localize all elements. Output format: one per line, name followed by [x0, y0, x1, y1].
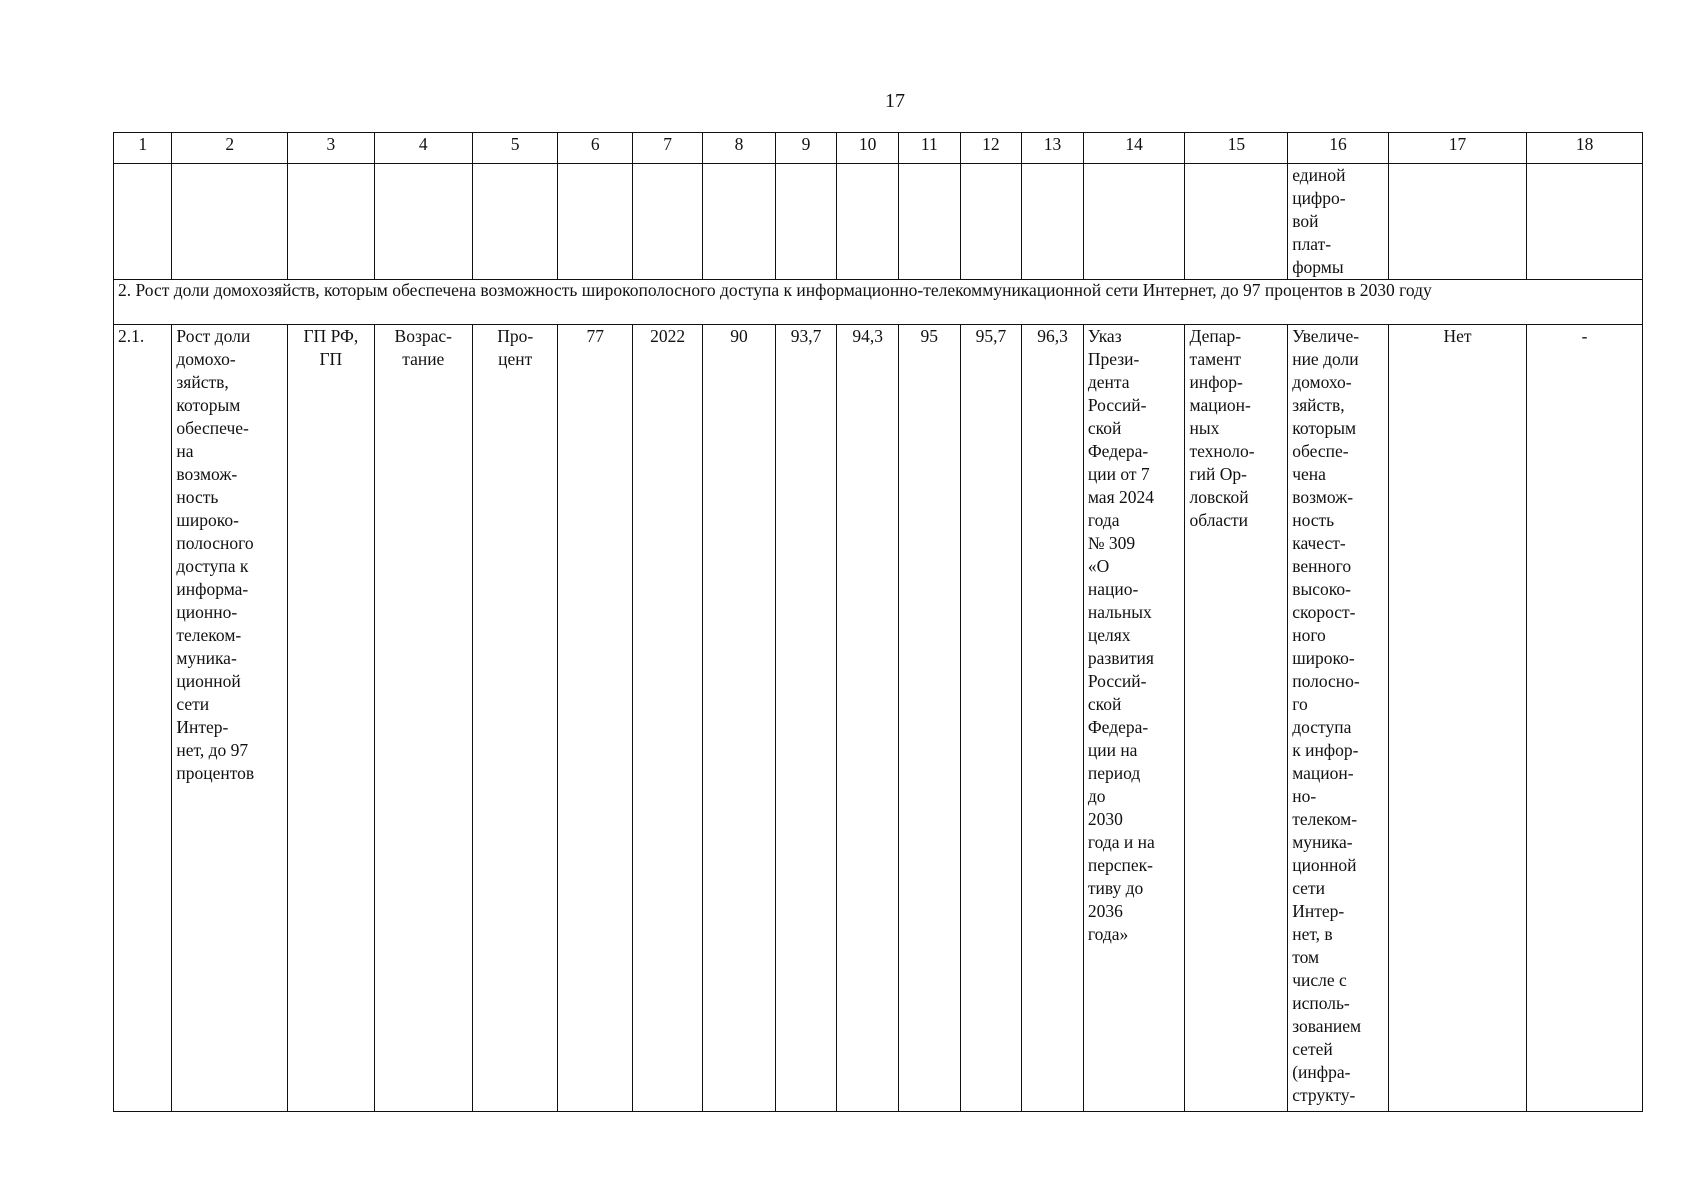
indicator-name: Рост доли домохо- зяйств, которым обеспече- на возмож- ность широко- полосного доступа к информа- ционно- телеком- муника- ционной сети Интер- нет, до 97 процентов [172, 325, 288, 1112]
table-row [114, 325, 1643, 1112]
col-header-12: 12 [960, 133, 1022, 164]
col-header-4: 4 [374, 133, 472, 164]
col-header-17: 17 [1388, 133, 1526, 164]
col-header-1: 1 [114, 133, 172, 164]
value-col-8: 90 [703, 325, 775, 1112]
basis-document: Указ Прези- дента Россий- ской Федера- ции от 7 мая 2024 года № 309 «О нацио- нальных целях развития Россий- ской Федера- ции на период до 2030 года и на перспек- тиву до 2036 года» [1083, 325, 1185, 1112]
responsible-body: Депар- тамент инфор- мацион- ных техноло- гий Ор- ловской области [1185, 325, 1288, 1112]
col-header-15: 15 [1185, 133, 1288, 164]
column-number-row [114, 133, 1643, 164]
value-col-12: 95,7 [960, 325, 1022, 1112]
col-18-value: - [1527, 325, 1643, 1112]
col-header-7: 7 [633, 133, 703, 164]
unit-of-measure: Про- цент [472, 325, 557, 1112]
col-header-2: 2 [172, 133, 288, 164]
value-col-13: 96,3 [1022, 325, 1084, 1112]
col-header-3: 3 [288, 133, 375, 164]
col-header-6: 6 [558, 133, 633, 164]
section-title: 2. Рост доли домохозяйств, которым обеспечена возможность широкополосного доступа к информационно-телекоммуникационной сети Интернет, до 97 процентов в 2030 году [114, 280, 1643, 325]
value-col-9: 93,7 [775, 325, 837, 1112]
indicators-table [113, 132, 1643, 1112]
col-header-13: 13 [1022, 133, 1084, 164]
col-header-14: 14 [1083, 133, 1185, 164]
related-indicator: Увеличе- ние доли домохо- зяйств, которым обеспе- чена возмож- ность качест- венного высоко- скорост- ного широко- полосно- го доступа к инфор- мацион- но- телеком- муника- ционной сети Интер- нет, в том числе с исполь- зованием сетей (инфра- структу- [1288, 325, 1389, 1112]
col-header-11: 11 [898, 133, 960, 164]
continuation-row [114, 164, 1643, 280]
value-col-10: 94,3 [837, 325, 899, 1112]
indicator-trend: Возрас- тание [374, 325, 472, 1112]
section-row [114, 280, 1643, 325]
indicator-level: ГП РФ, ГП [288, 325, 375, 1112]
col-header-8: 8 [703, 133, 775, 164]
col-header-10: 10 [837, 133, 899, 164]
continuation-cell-16: единой цифро- вой плат- формы [1288, 164, 1389, 280]
base-year: 2022 [633, 325, 703, 1112]
col-header-16: 16 [1288, 133, 1389, 164]
base-value: 77 [558, 325, 633, 1112]
information-system: Нет [1388, 325, 1526, 1112]
col-header-18: 18 [1527, 133, 1643, 164]
row-number: 2.1. [114, 325, 172, 1112]
col-header-5: 5 [472, 133, 557, 164]
value-col-11: 95 [898, 325, 960, 1112]
page-number: 17 [885, 90, 905, 112]
col-header-9: 9 [775, 133, 837, 164]
